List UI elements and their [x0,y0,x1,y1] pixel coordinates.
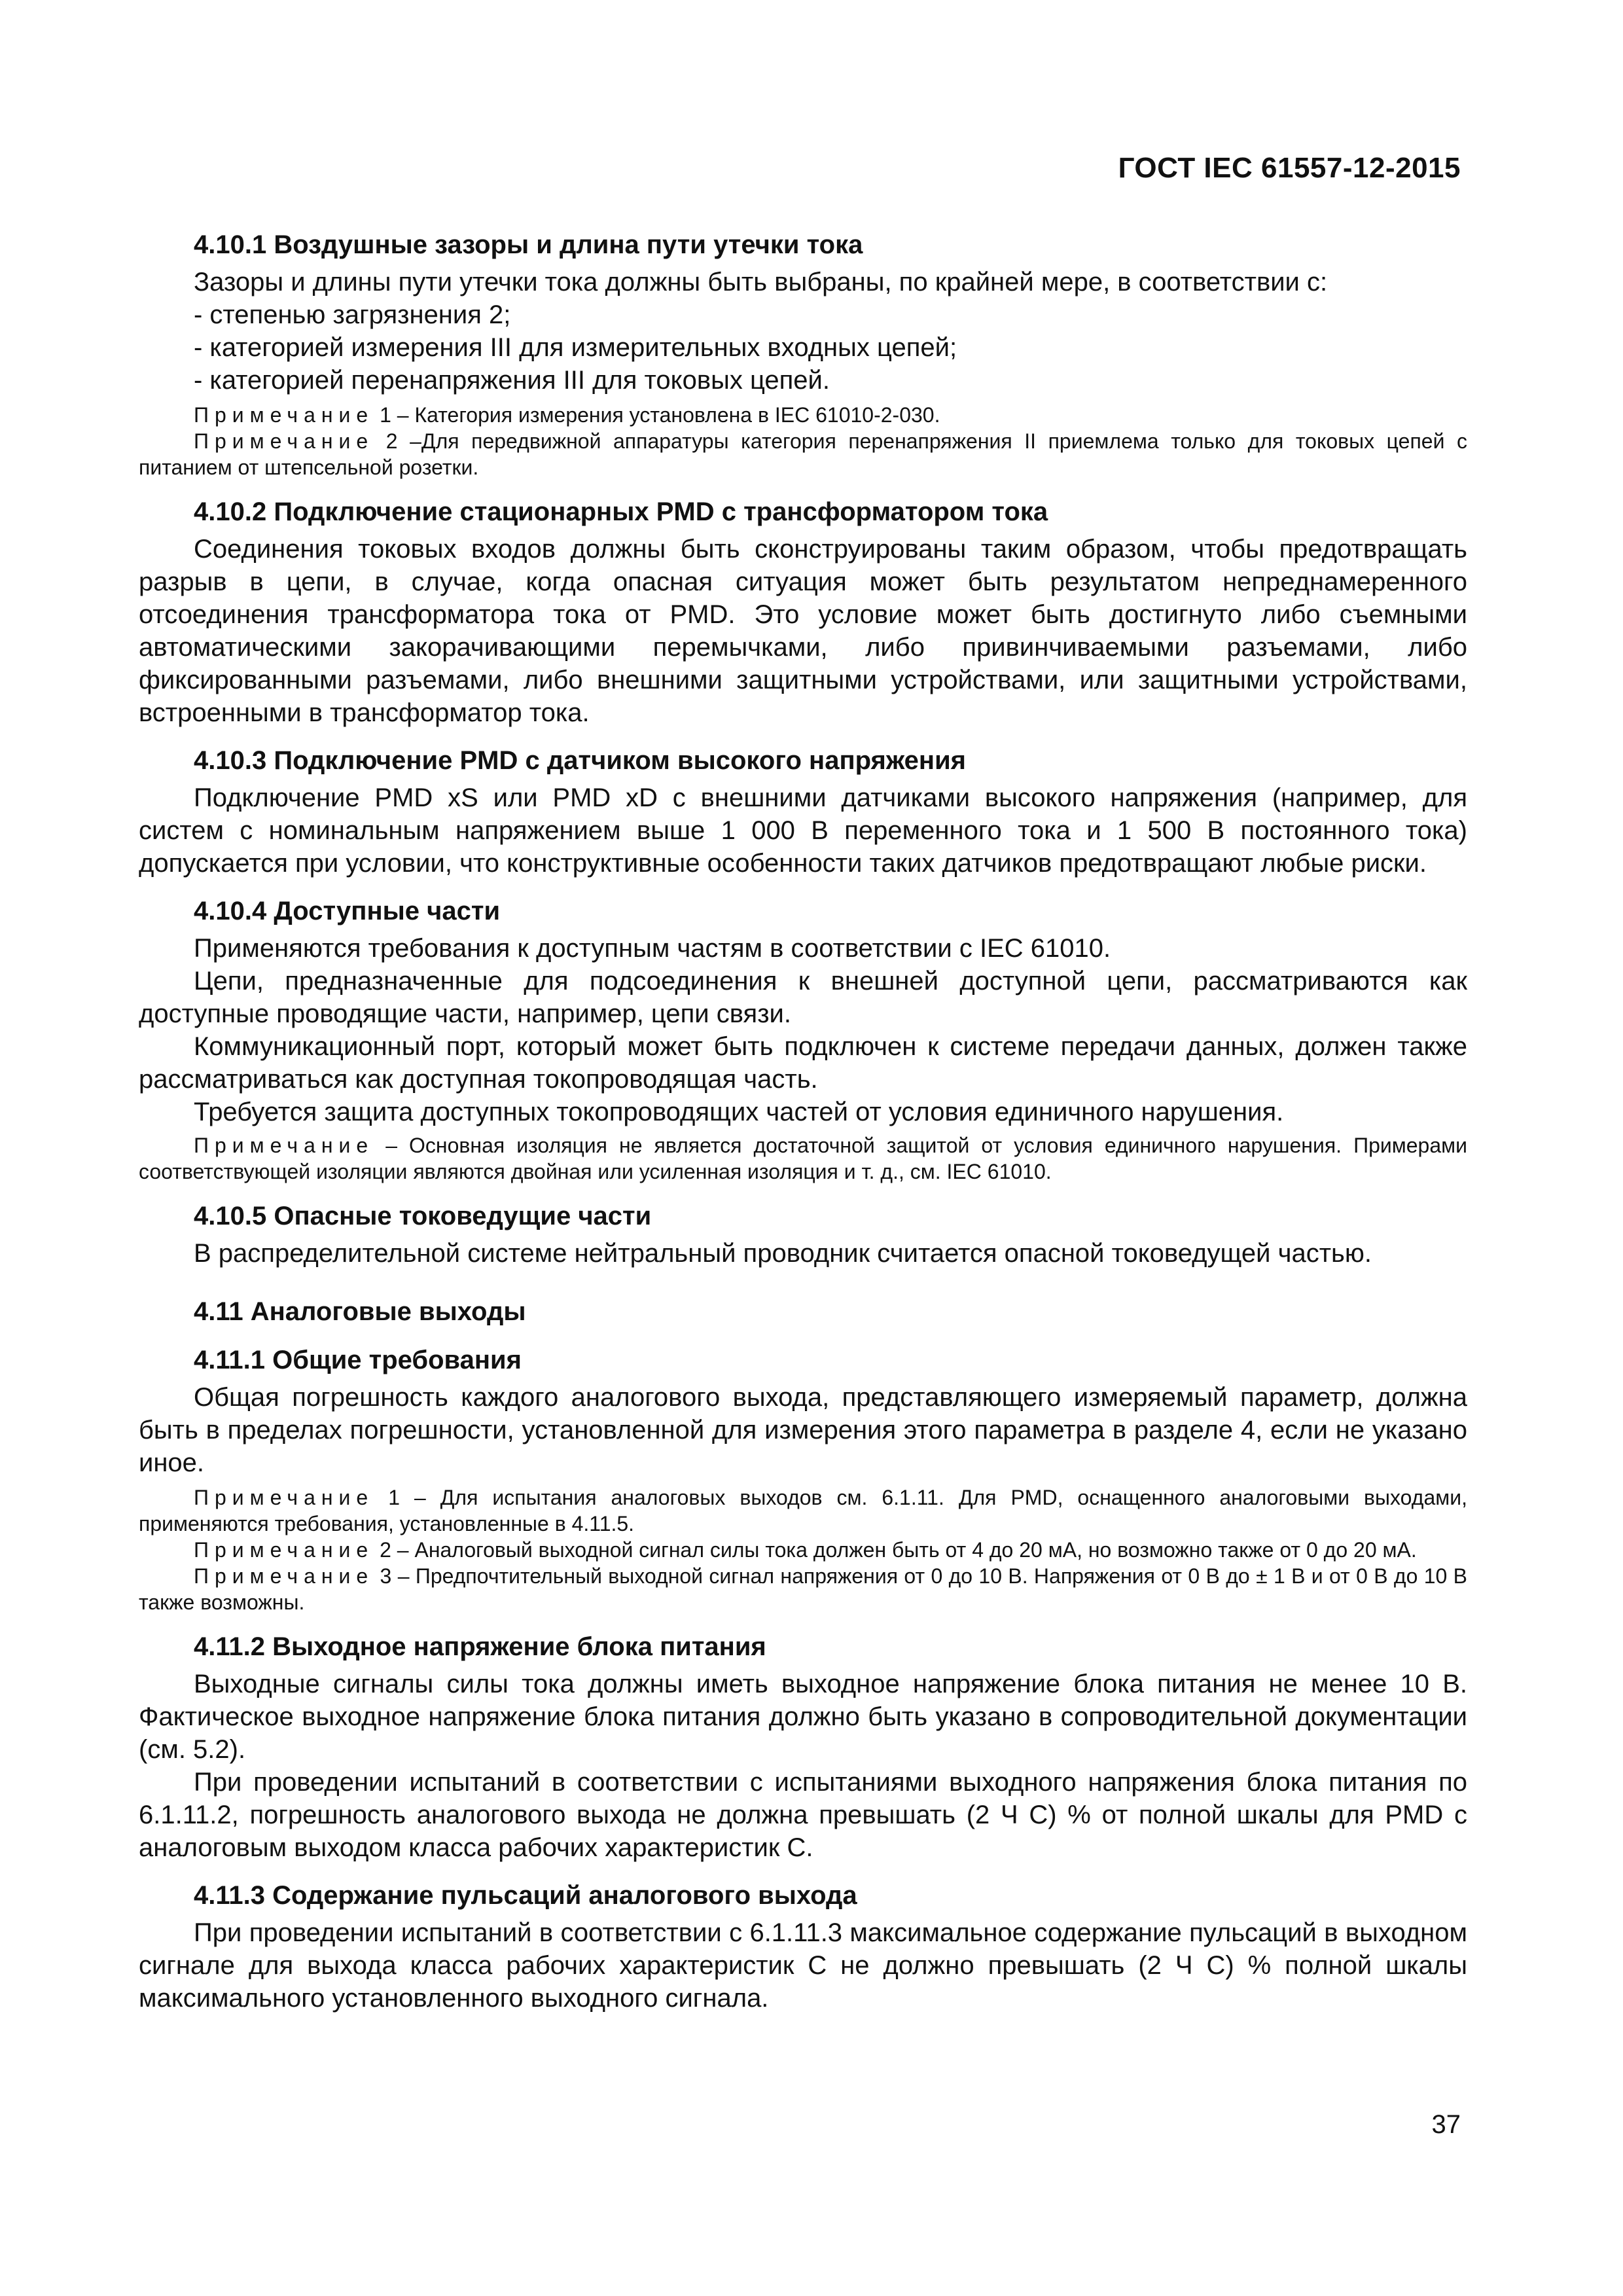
paragraph: Выходные сигналы силы тока должны иметь выходное напряжение блока питания не менее 10 В. Фактическое выходное напряжение блока питания должно быть указано в сопроводительной документации (см. 5.2). [139,1670,1467,1764]
paragraph: В распределительной системе нейтральный проводник считается опасной токоведущей частью. [194,1239,1372,1268]
paragraph: Применяются требования к доступным частям в соответствии с IEC 61010. [194,934,1111,963]
heading-4-11-3: 4.11.3 Содержание пульсаций аналогового выхода [194,1881,857,1910]
paragraph: Зазоры и длины пути утечки тока должны быть выбраны, по крайней мере, в соответствии с: [194,268,1328,296]
paragraph: Общая погрешность каждого аналогового выхода, представляющего измеряемый параметр, должна быть в пределах погрешности, установленной для измерения этого параметра в разделе 4, если не указано иное. [139,1383,1467,1477]
note [139,1537,1467,1563]
note [139,428,1467,480]
heading-4-11-1: 4.11.1 Общие требования [194,1346,522,1374]
note-label: Примечание [194,1486,374,1509]
list-item: - степенью загрязнения 2; [194,300,511,329]
paragraph: При проведении испытаний в соответствии с испытаниями выходного напряжения блока питания по 6.1.11.2, погрешность аналогового выхода не должна превышать (2 Ч С) % от полной шкалы для PMD с аналоговым выходом класса рабочих характеристик С. [139,1768,1467,1862]
heading-4-11-2: 4.11.2 Выходное напряжение блока питания [194,1632,766,1661]
list-item: - категорией перенапряжения III для токовых цепей. [194,366,830,395]
note-text: 2 – Аналоговый выходной сигнал силы тока должен быть от 4 до 20 мА, но возможно также от 0 до 20 мА. [374,1538,1417,1562]
note-text: 2 –Для передвижной аппаратуры категория перенапряжения II приемлема только для токовых цепей с питанием от штепсельной розетки. [139,429,1467,479]
paragraph: Коммуникационный порт, который может быть подключен к системе передачи данных, должен также рассматриваться как доступная токопроводящая часть. [139,1032,1467,1094]
note-text: 1 – Категория измерения установлена в IEC 61010-2-030. [374,403,940,427]
heading-4-11: 4.11 Аналоговые выходы [194,1297,526,1326]
paragraph: Соединения токовых входов должны быть сконструированы таким образом, чтобы предотвращать разрыв в цепи, в случае, когда опасная ситуация может быть результатом непреднамеренного отсоединения трансформатора тока от PMD. Это условие может быть достигнуто либо съемными автоматическими закорачивающими перемычками, либо привинчиваемыми разъемами, либо фиксированными разъемами, либо внешними защитными устройствами, или защитными устройствами, встроенными в трансформатор тока. [139,535,1467,727]
heading-4-10-1: 4.10.1 Воздушные зазоры и длина пути утечки тока [194,230,863,259]
paragraph: При проведении испытаний в соответствии с 6.1.11.3 максимальное содержание пульсаций в выходном сигнале для выхода класса рабочих характеристик С не должно превышать (2 Ч С) % полной шкалы максимального установленного выходного сигнала. [139,1918,1467,2013]
paragraph: Подключение PMD xS или PMD xD с внешними датчиками высокого напряжения (например, для систем с номинальным напряжением выше 1 000 В переменного тока и 1 500 В постоянного тока) допускается при условии, что конструктивные особенности таких датчиков предотвращают любые риски. [139,783,1467,878]
note-label: Примечание [194,403,374,427]
page-number: 37 [1431,2110,1461,2139]
note [139,402,1467,428]
heading-4-10-5: 4.10.5 Опасные токоведущие части [194,1202,652,1230]
note [139,1484,1467,1537]
note [139,1563,1467,1615]
heading-4-10-4: 4.10.4 Доступные части [194,897,501,925]
note-label: Примечание [194,1538,374,1562]
list-item: - категорией измерения III для измерительных входных цепей; [194,333,957,362]
note-text: – Основная изоляция не является достаточной защитой от условия единичного нарушения. Примерами соответствующей изоляции являются двойная или усиленная изоляция и т. д., см. IEC 61010. [139,1134,1467,1183]
paragraph: Требуется защита доступных токопроводящих частей от условия единичного нарушения. [194,1098,1284,1126]
note-label: Примечание [194,1564,374,1588]
note-text: 1 – Для испытания аналоговых выходов см. 6.1.11. Для PMD, оснащенного аналоговыми выходами, применяются требования, установленные в 4.11.5. [139,1486,1467,1535]
heading-4-10-3: 4.10.3 Подключение PMD с датчиком высокого напряжения [194,746,967,775]
note [139,1132,1467,1185]
paragraph: Цепи, предназначенные для подсоединения к внешней доступной цепи, рассматриваются как доступные проводящие части, например, цепи связи. [139,967,1467,1028]
note-label: Примечание [194,1134,374,1157]
note-text: 3 – Предпочтительный выходной сигнал напряжения от 0 до 10 В. Напряжения от 0 В до ± 1 В и от 0 В до 10 В также возможны. [139,1564,1467,1614]
note-label: Примечание [194,429,374,453]
page-content [139,228,1467,2015]
document-id: ГОСТ IEC 61557-12-2015 [1118,152,1461,184]
heading-4-10-2: 4.10.2 Подключение стационарных PMD с трансформатором тока [194,497,1048,526]
